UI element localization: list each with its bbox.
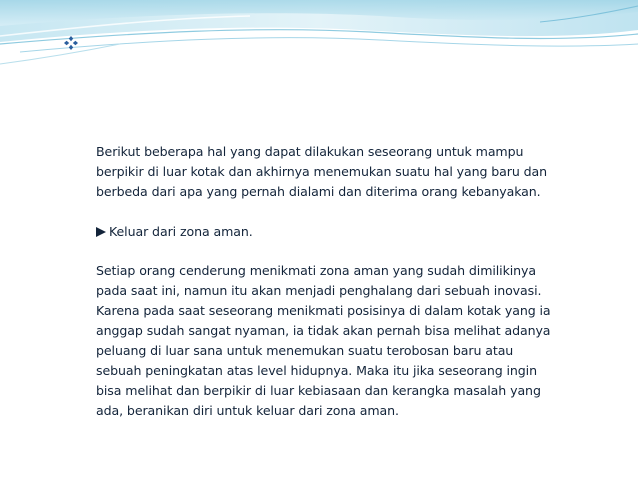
section-heading	[96, 222, 576, 242]
header-wave-decoration	[0, 0, 638, 80]
header-wave-line-2	[20, 38, 638, 52]
right-pointer-triangle-icon	[96, 227, 106, 237]
intro-paragraph: Berikut beberapa hal yang dapat dilakukan seseorang untuk mampu berpikir di luar kotak dan akhirnya menemukan suatu hal yang baru dan berbeda dari apa yang pernah dialami dan diterima orang kebanyakan.	[96, 144, 548, 199]
slide-body	[96, 142, 576, 441]
detail-paragraph: Setiap orang cenderung menikmati zona aman yang sudah dimilikinya pada saat ini, namun itu akan menjadi penghalang dari sebuah inovasi. Karena pada saat seseorang menikmati posisinya di dalam kotak yang ia anggap sudah sangat nyaman, ia tidak akan pernah bisa melihat adanya peluang di luar sana untuk menemukan suatu terobosan baru atau sebuah peningkatan atas level hidupnya. Maka itu jika seseorang ingin bisa melihat dan berpikir di luar kebiasaan dan kerangka masalah yang ada, beranikan diri untuk keluar dari zona aman.	[96, 263, 551, 418]
section-heading-text: Keluar dari zona aman.	[109, 223, 253, 239]
four-diamond-bullet-icon	[64, 36, 78, 50]
header-wave-line-3	[0, 44, 120, 64]
